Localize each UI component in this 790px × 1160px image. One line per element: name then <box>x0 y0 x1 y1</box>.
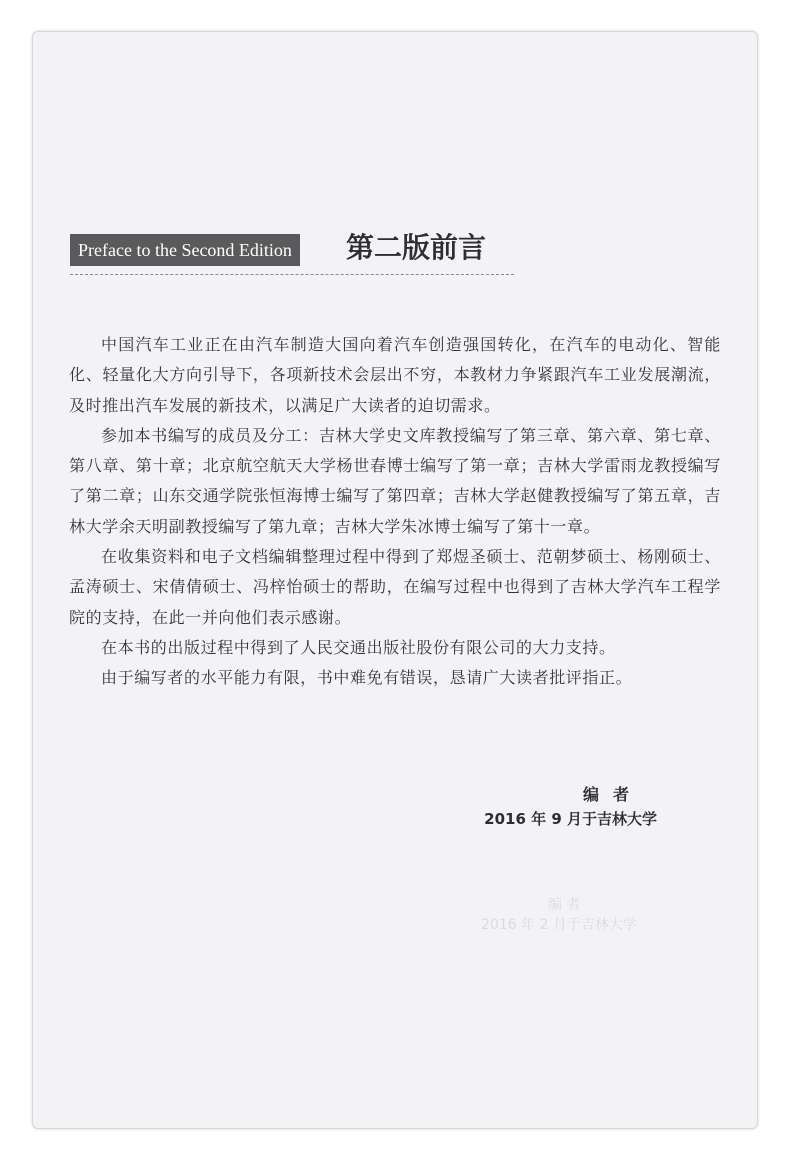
paragraph: 中国汽车工业正在由汽车制造大国向着汽车创造强国转化，在汽车的电动化、智能化、轻量化大方向引导下，各项新技术会层出不穷，本教材力争紧跟汽车工业发展潮流，及时推出汽车发展的新技术，以满足广大读者的迫切需求。 <box>69 335 721 415</box>
paragraph: 参加本书编写的成员及分工：吉林大学史文库教授编写了第三章、第六章、第七章、第八章、第十章；北京航空航天大学杨世春博士编写了第一章；吉林大学雷雨龙教授编写了第二章；山东交通学院张恒海博士编写了第四章；吉林大学赵健教授编写了第五章，吉林大学余天明副教授编写了第九章；吉林大学朱冰博士编写了第十一章。 <box>69 425 721 536</box>
signature-block <box>484 784 657 832</box>
paragraph: 由于编写者的水平能力有限，书中难免有错误，恳请广大读者批评指正。 <box>101 668 633 688</box>
english-title: Preface to the Second Edition <box>70 234 300 266</box>
preface-body <box>69 330 721 694</box>
paragraph: 在本书的出版过程中得到了人民交通出版社股份有限公司的大力支持。 <box>101 637 616 657</box>
book-page <box>32 31 758 1129</box>
preface-header <box>70 231 550 292</box>
chinese-title: 第二版前言 <box>346 231 487 264</box>
signature-author: 编者 <box>582 785 643 804</box>
bleed-through-author: 编 者 <box>548 897 581 913</box>
dashed-divider <box>70 274 514 275</box>
signature-date: 2016 年 9 月于吉林大学 <box>484 810 657 828</box>
paragraph: 在收集资料和电子文档编辑整理过程中得到了郑煜圣硕士、范朝梦硕士、杨刚硕士、孟涛硕士、宋倩倩硕士、冯梓怡硕士的帮助，在编写过程中也得到了吉林大学汽车工程学院的支持，在此一并向他们表示感谢。 <box>69 547 721 627</box>
bleed-through-date: 2016 年 2 月于吉林大学 <box>481 917 637 933</box>
